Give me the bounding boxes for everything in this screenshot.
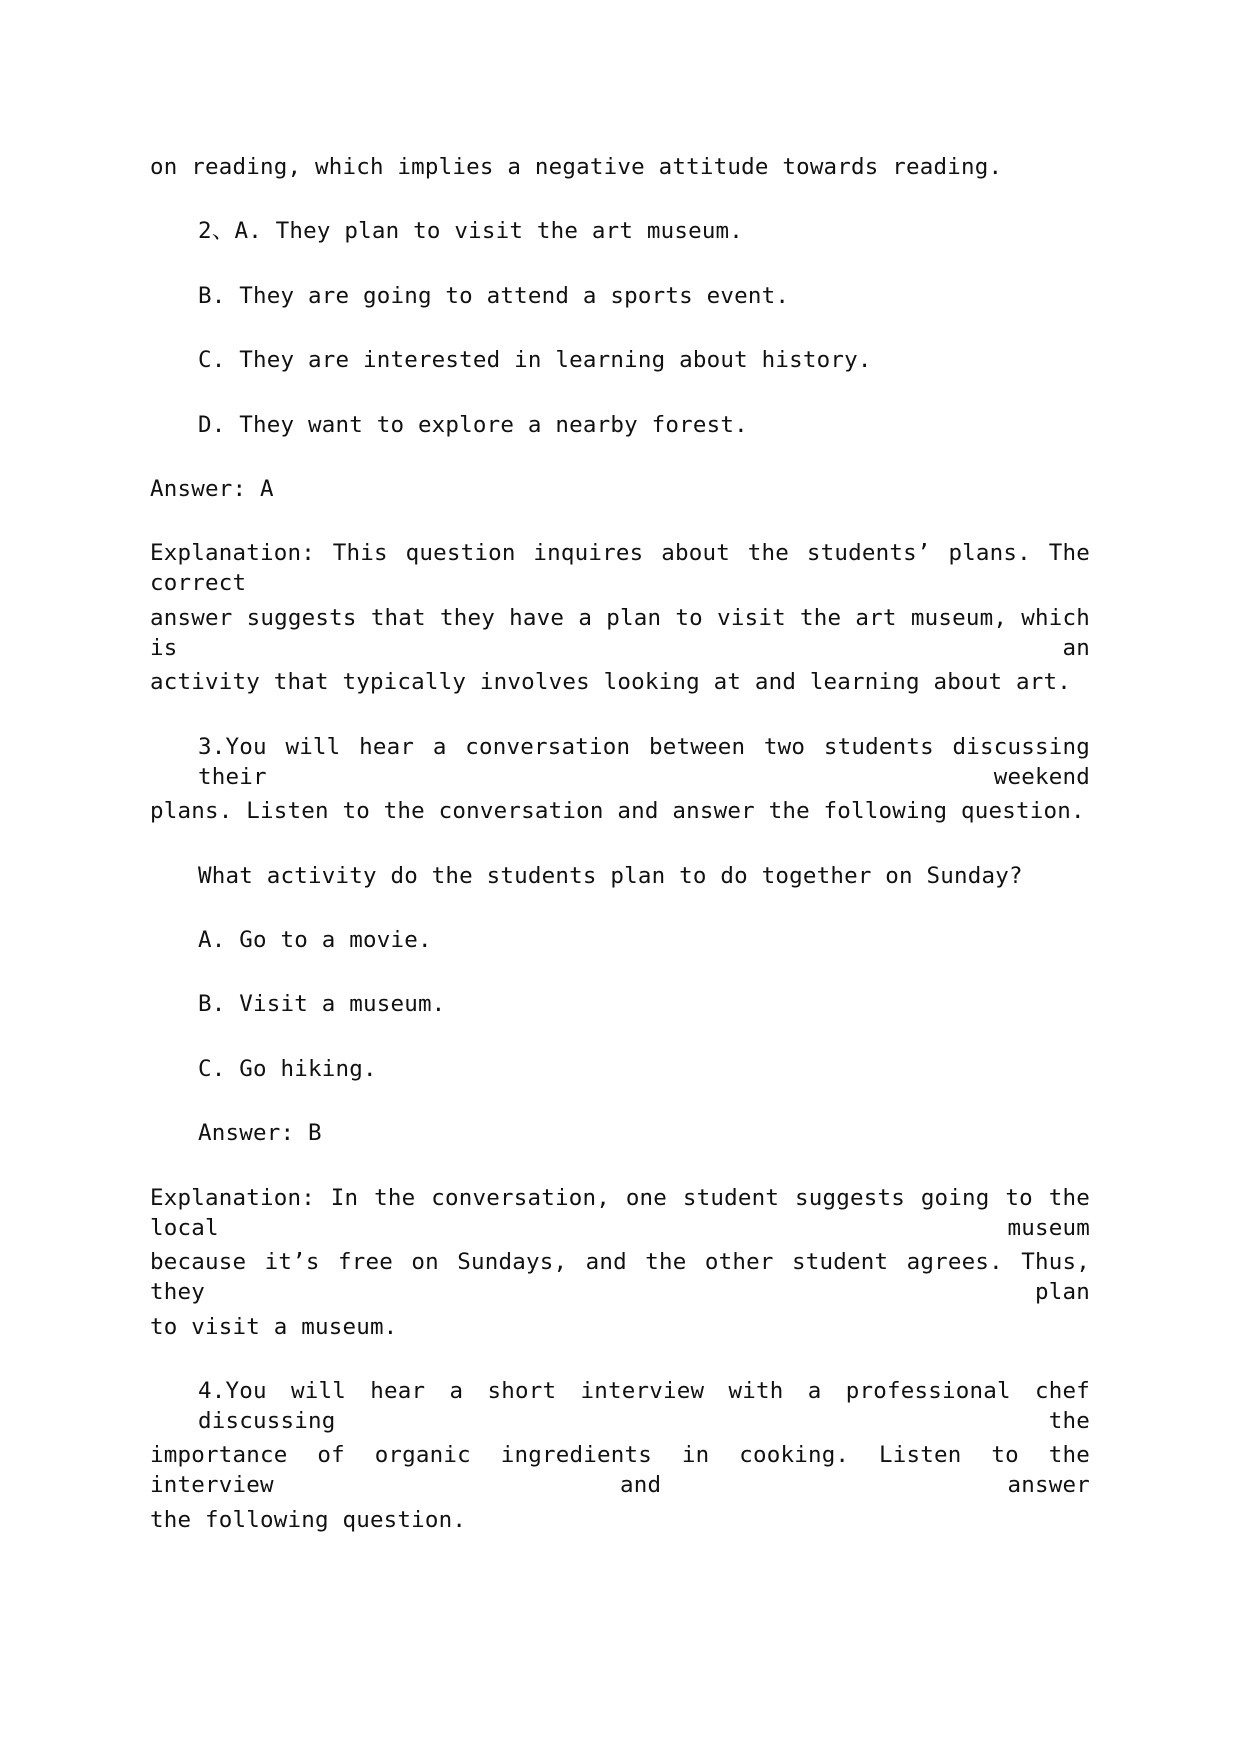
question-2-explanation-line: activity that typically involves looking at and learning about art. [150, 669, 1071, 695]
question-2-explanation-line: answer suggests that they have a plan to visit the art museum, which is an [150, 605, 1090, 661]
question-4-prompt-line: the following question. [150, 1507, 467, 1533]
question-3-explanation-line: to visit a museum. [150, 1314, 398, 1340]
question-2-answer: Answer: A [150, 476, 274, 502]
question-3-option-a: A. Go to a movie. [198, 927, 432, 953]
question-2-explanation-line: Explanation: This question inquires about the students’ plans. The correct [150, 540, 1090, 596]
question-3-prompt-line: plans. Listen to the conversation and answer the following question. [150, 798, 1085, 824]
question-2-option-a: 2、A. They plan to visit the art museum. [198, 218, 744, 244]
question-3-explanation-line: Explanation: In the conversation, one student suggests going to the local museum [150, 1185, 1090, 1241]
question-2-option-c: C. They are interested in learning about history. [198, 347, 872, 373]
question-4-prompt-line: 4.You will hear a short interview with a professional chef discussing the [198, 1378, 1090, 1434]
question-3-explanation-line: because it’s free on Sundays, and the other student agrees. Thus, they plan [150, 1249, 1090, 1305]
question-3-option-b: B. Visit a museum. [198, 991, 446, 1017]
question-3-prompt-line: 3.You will hear a conversation between two students discussing their weekend [198, 734, 1090, 790]
question-2-option-d: D. They want to explore a nearby forest. [198, 412, 748, 438]
question-4-prompt-line: importance of organic ingredients in cooking. Listen to the interview and answer [150, 1442, 1090, 1498]
question-3-answer: Answer: B [198, 1120, 322, 1146]
question-2-option-b: B. They are going to attend a sports event. [198, 283, 790, 309]
question-3-option-c: C. Go hiking. [198, 1056, 377, 1082]
question-3-question: What activity do the students plan to do together on Sunday? [198, 863, 1023, 889]
paragraph-line: on reading, which implies a negative attitude towards reading. [150, 154, 1003, 180]
